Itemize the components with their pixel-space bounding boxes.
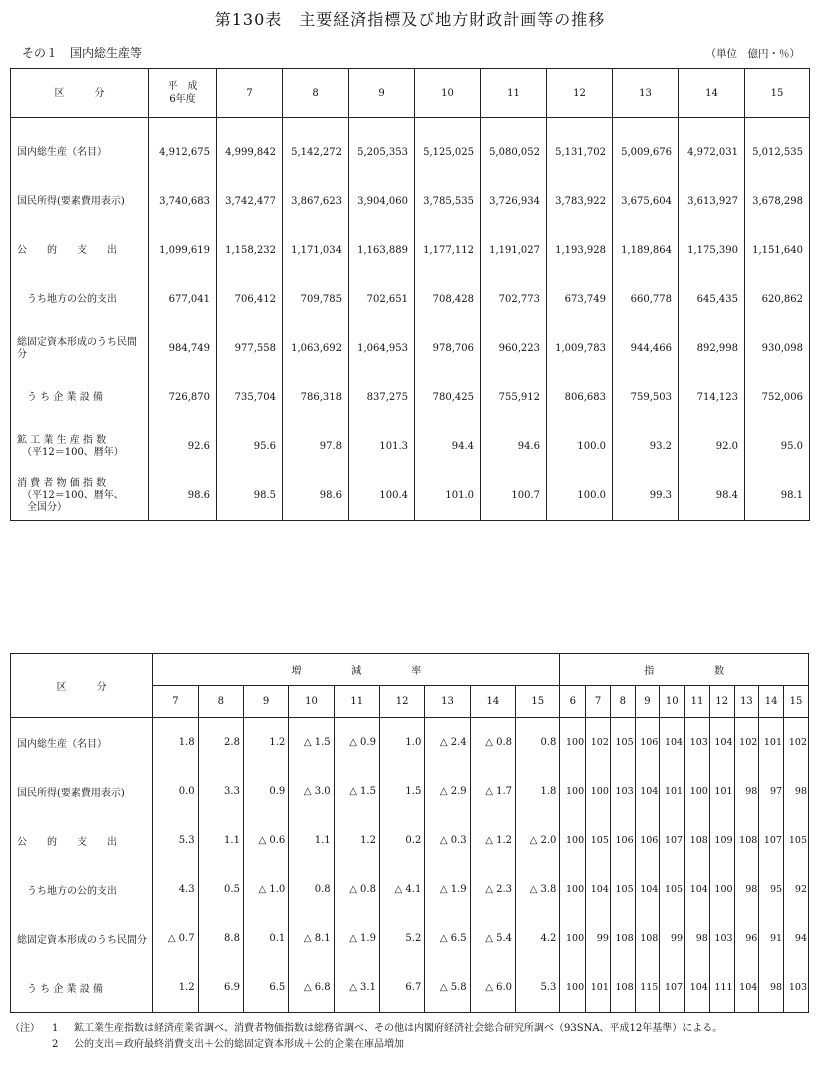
index-cell: 100 xyxy=(560,718,586,768)
rate-cell: 5.3 xyxy=(153,816,198,865)
index-cell: 98 xyxy=(734,865,759,914)
rate-cell: 4.3 xyxy=(153,865,198,914)
table-group-header-row xyxy=(11,654,809,686)
rate-cell: △ 1.5 xyxy=(334,767,379,816)
index-cell: 91 xyxy=(759,914,784,963)
header-index-year: 10 xyxy=(660,686,685,718)
rate-cell: △ 5.4 xyxy=(470,914,515,963)
rate-cell: △ 5.8 xyxy=(425,963,470,1013)
value-cell: 780,425 xyxy=(415,373,481,422)
value-cell: 1,189,864 xyxy=(613,226,679,275)
value-cell: 1,191,027 xyxy=(481,226,547,275)
rate-cell: △ 2.3 xyxy=(470,865,515,914)
header-rate-year: 10 xyxy=(289,686,334,718)
value-cell: 3,904,060 xyxy=(349,177,415,226)
header-group-index: 指 数 xyxy=(560,654,809,686)
growth-index-table xyxy=(10,653,809,1013)
header-year: 10 xyxy=(415,69,481,118)
note-text: 公的支出＝政府最終消費支出＋公的総固定資本形成＋公的企業在庫品増加 xyxy=(74,1039,404,1050)
row-label: 総固定資本形成のうち民間分 xyxy=(17,336,137,360)
value-cell: 708,428 xyxy=(415,275,481,324)
index-cell: 108 xyxy=(610,963,635,1013)
row-label: うち地方の公的支出 xyxy=(17,293,117,305)
rate-cell: △ 4.1 xyxy=(379,865,424,914)
index-cell: 102 xyxy=(586,718,611,768)
row-label: 鉱 工 業 生 産 指 数 （平12＝100、暦年） xyxy=(17,434,124,458)
row-label: う ち 企 業 設 備 xyxy=(17,984,103,995)
header-index-year: 15 xyxy=(784,686,809,718)
rate-cell: 1.0 xyxy=(379,718,424,768)
value-cell: 1,151,640 xyxy=(745,226,810,275)
rate-cell: △ 3.8 xyxy=(516,865,560,914)
table-row xyxy=(11,767,809,816)
index-cell: 107 xyxy=(660,816,685,865)
rate-cell: 3.3 xyxy=(198,767,243,816)
index-cell: 104 xyxy=(734,963,759,1013)
rate-cell: △ 1.9 xyxy=(334,914,379,963)
rate-cell: 0.9 xyxy=(243,767,288,816)
rate-cell: △ 0.6 xyxy=(243,816,288,865)
index-cell: 105 xyxy=(784,816,809,865)
rate-cell: △ 8.1 xyxy=(289,914,334,963)
rate-cell: 1.8 xyxy=(153,718,198,768)
value-cell: 4,999,842 xyxy=(217,118,283,178)
rate-cell: △ 2.0 xyxy=(516,816,560,865)
value-cell: 726,870 xyxy=(149,373,217,422)
rate-cell: △ 1.9 xyxy=(425,865,470,914)
index-cell: 107 xyxy=(660,963,685,1013)
header-index-year: 11 xyxy=(685,686,710,718)
rate-cell: △ 1.0 xyxy=(243,865,288,914)
index-cell: 106 xyxy=(635,718,660,768)
index-cell: 103 xyxy=(784,963,809,1013)
value-cell: 3,867,623 xyxy=(283,177,349,226)
header-index-year: 6 xyxy=(560,686,586,718)
index-cell: 102 xyxy=(734,718,759,768)
value-cell: 3,726,934 xyxy=(481,177,547,226)
value-cell: 100.0 xyxy=(547,422,613,471)
header-index-year: 12 xyxy=(709,686,734,718)
section-subtitle: その１ 国内総生産等 xyxy=(22,46,143,60)
rate-cell: 0.2 xyxy=(379,816,424,865)
index-cell: 104 xyxy=(709,718,734,768)
rate-cell: 5.2 xyxy=(379,914,424,963)
value-cell: 100.7 xyxy=(481,471,547,521)
notes-lead: （注） xyxy=(10,1023,40,1034)
header-rate-year: 14 xyxy=(470,686,515,718)
value-cell: 98.5 xyxy=(217,471,283,521)
unit-label: （単位 億円・％） xyxy=(705,48,800,60)
header-rate-year: 9 xyxy=(243,686,288,718)
index-cell: 100 xyxy=(709,865,734,914)
value-cell: 930,098 xyxy=(745,324,810,373)
header-year: 12 xyxy=(547,69,613,118)
index-cell: 105 xyxy=(610,865,635,914)
value-cell: 620,862 xyxy=(745,275,810,324)
value-cell: 1,099,619 xyxy=(149,226,217,275)
index-cell: 100 xyxy=(560,767,586,816)
value-cell: 5,131,702 xyxy=(547,118,613,178)
value-cell: 4,912,675 xyxy=(149,118,217,178)
value-cell: 98.1 xyxy=(745,471,810,521)
value-cell: 1,063,692 xyxy=(283,324,349,373)
header-index-year: 14 xyxy=(759,686,784,718)
header-year: 15 xyxy=(745,69,810,118)
value-cell: 786,318 xyxy=(283,373,349,422)
header-year: 8 xyxy=(283,69,349,118)
rate-cell: 6.7 xyxy=(379,963,424,1013)
index-cell: 103 xyxy=(610,767,635,816)
index-cell: 101 xyxy=(660,767,685,816)
index-cell: 99 xyxy=(586,914,611,963)
rate-cell: 0.1 xyxy=(243,914,288,963)
row-label: 国民所得(要素費用表示) xyxy=(17,788,125,799)
table-row xyxy=(11,118,810,178)
index-cell: 104 xyxy=(635,767,660,816)
rate-cell: △ 2.9 xyxy=(425,767,470,816)
header-category: 区 分 xyxy=(11,654,153,718)
value-cell: 5,142,272 xyxy=(283,118,349,178)
value-cell: 892,998 xyxy=(679,324,745,373)
rate-cell: 1.2 xyxy=(153,963,198,1013)
value-cell: 1,009,783 xyxy=(547,324,613,373)
value-cell: 5,205,353 xyxy=(349,118,415,178)
value-cell: 645,435 xyxy=(679,275,745,324)
header-index-year: 8 xyxy=(610,686,635,718)
rate-cell: 1.5 xyxy=(379,767,424,816)
index-cell: 106 xyxy=(635,816,660,865)
value-cell: 1,177,112 xyxy=(415,226,481,275)
value-cell: 5,080,052 xyxy=(481,118,547,178)
value-cell: 702,651 xyxy=(349,275,415,324)
index-cell: 101 xyxy=(586,963,611,1013)
value-cell: 1,158,232 xyxy=(217,226,283,275)
value-cell: 5,012,535 xyxy=(745,118,810,178)
value-cell: 3,678,298 xyxy=(745,177,810,226)
index-cell: 104 xyxy=(635,865,660,914)
value-cell: 1,193,928 xyxy=(547,226,613,275)
index-cell: 92 xyxy=(784,865,809,914)
value-cell: 5,125,025 xyxy=(415,118,481,178)
header-rate-year: 8 xyxy=(198,686,243,718)
value-cell: 93.2 xyxy=(613,422,679,471)
rate-cell: △ 6.8 xyxy=(289,963,334,1013)
value-cell: 99.3 xyxy=(613,471,679,521)
header-category: 区 分 xyxy=(11,69,149,118)
index-cell: 94 xyxy=(784,914,809,963)
rate-cell: 6.9 xyxy=(198,963,243,1013)
header-year: 11 xyxy=(481,69,547,118)
value-cell: 3,785,535 xyxy=(415,177,481,226)
index-cell: 111 xyxy=(709,963,734,1013)
value-cell: 3,740,683 xyxy=(149,177,217,226)
value-cell: 4,972,031 xyxy=(679,118,745,178)
rate-cell: 1.8 xyxy=(516,767,560,816)
row-label: う ち 企 業 設 備 xyxy=(17,391,103,403)
index-cell: 115 xyxy=(635,963,660,1013)
index-cell: 105 xyxy=(586,816,611,865)
index-cell: 108 xyxy=(734,816,759,865)
index-cell: 100 xyxy=(685,767,710,816)
value-cell: 735,704 xyxy=(217,373,283,422)
index-cell: 95 xyxy=(759,865,784,914)
value-cell: 1,171,034 xyxy=(283,226,349,275)
index-cell: 100 xyxy=(586,767,611,816)
header-year: 平 成 6年度 xyxy=(149,69,217,118)
table-row xyxy=(11,963,809,1013)
header-year: 13 xyxy=(613,69,679,118)
table-row xyxy=(11,275,810,324)
index-cell: 100 xyxy=(560,914,586,963)
value-cell: 94.6 xyxy=(481,422,547,471)
page-title: 第130表 主要経済指標及び地方財政計画等の推移 xyxy=(214,10,606,29)
index-cell: 98 xyxy=(734,767,759,816)
index-cell: 100 xyxy=(560,865,586,914)
value-cell: 984,749 xyxy=(149,324,217,373)
note-number: 2 xyxy=(52,1039,59,1050)
rate-cell: 8.8 xyxy=(198,914,243,963)
value-cell: 92.6 xyxy=(149,422,217,471)
value-cell: 101.3 xyxy=(349,422,415,471)
value-cell: 97.8 xyxy=(283,422,349,471)
row-label: うち地方の公的支出 xyxy=(17,886,117,897)
value-cell: 752,006 xyxy=(745,373,810,422)
value-cell: 100.0 xyxy=(547,471,613,521)
table-row xyxy=(11,324,810,373)
value-cell: 977,558 xyxy=(217,324,283,373)
header-index-year: 9 xyxy=(635,686,660,718)
value-cell: 1,175,390 xyxy=(679,226,745,275)
header-group-rate: 増 減 率 xyxy=(153,654,560,686)
row-label: 国内総生産（名目） xyxy=(17,146,107,158)
rate-cell: △ 3.0 xyxy=(289,767,334,816)
value-cell: 978,706 xyxy=(415,324,481,373)
value-cell: 806,683 xyxy=(547,373,613,422)
index-cell: 105 xyxy=(660,865,685,914)
value-cell: 755,912 xyxy=(481,373,547,422)
index-cell: 106 xyxy=(610,816,635,865)
row-label: 総固定資本形成のうち民間分 xyxy=(17,935,147,946)
index-cell: 107 xyxy=(759,816,784,865)
index-cell: 100 xyxy=(560,963,586,1013)
table-row xyxy=(11,422,810,471)
note-number: 1 xyxy=(52,1023,59,1034)
value-cell: 837,275 xyxy=(349,373,415,422)
row-label: 公 的 支 出 xyxy=(17,837,117,848)
rate-cell: △ 0.8 xyxy=(470,718,515,768)
header-rate-year: 11 xyxy=(334,686,379,718)
table-row xyxy=(11,865,809,914)
value-cell: 3,675,604 xyxy=(613,177,679,226)
header-index-year: 7 xyxy=(586,686,611,718)
note-item xyxy=(10,1021,810,1037)
value-cell: 3,613,927 xyxy=(679,177,745,226)
value-cell: 94.4 xyxy=(415,422,481,471)
value-cell: 709,785 xyxy=(283,275,349,324)
row-label: 国民所得(要素費用表示) xyxy=(17,195,125,207)
header-rate-year: 7 xyxy=(153,686,198,718)
index-cell: 104 xyxy=(660,718,685,768)
index-cell: 103 xyxy=(709,914,734,963)
rate-cell: △ 1.2 xyxy=(470,816,515,865)
table-row xyxy=(11,914,809,963)
note-item xyxy=(10,1037,810,1053)
index-cell: 104 xyxy=(586,865,611,914)
table-row xyxy=(11,177,810,226)
value-cell: 759,503 xyxy=(613,373,679,422)
rate-cell: △ 6.0 xyxy=(470,963,515,1013)
index-cell: 99 xyxy=(660,914,685,963)
value-cell: 1,163,889 xyxy=(349,226,415,275)
value-cell: 5,009,676 xyxy=(613,118,679,178)
index-cell: 96 xyxy=(734,914,759,963)
value-cell: 660,778 xyxy=(613,275,679,324)
value-cell: 95.6 xyxy=(217,422,283,471)
value-cell: 960,223 xyxy=(481,324,547,373)
index-cell: 102 xyxy=(784,718,809,768)
table-row xyxy=(11,718,809,768)
index-cell: 104 xyxy=(685,865,710,914)
index-cell: 103 xyxy=(685,718,710,768)
index-cell: 108 xyxy=(635,914,660,963)
notes xyxy=(10,1021,810,1053)
header-year: 14 xyxy=(679,69,745,118)
value-cell: 702,773 xyxy=(481,275,547,324)
rate-cell: 0.8 xyxy=(516,718,560,768)
rate-cell: 2.8 xyxy=(198,718,243,768)
index-cell: 98 xyxy=(784,767,809,816)
index-cell: 97 xyxy=(759,767,784,816)
value-cell: 92.0 xyxy=(679,422,745,471)
index-cell: 101 xyxy=(709,767,734,816)
value-cell: 1,064,953 xyxy=(349,324,415,373)
value-cell: 714,123 xyxy=(679,373,745,422)
row-label: 国内総生産（名目） xyxy=(17,739,107,750)
header-year: 7 xyxy=(217,69,283,118)
table-header-row xyxy=(11,69,810,118)
index-cell: 104 xyxy=(685,963,710,1013)
rate-cell: 6.5 xyxy=(243,963,288,1013)
value-cell: 706,412 xyxy=(217,275,283,324)
value-cell: 673,749 xyxy=(547,275,613,324)
rate-cell: 0.8 xyxy=(289,865,334,914)
value-cell: 3,742,477 xyxy=(217,177,283,226)
rate-cell: △ 2.4 xyxy=(425,718,470,768)
rate-cell: 0.5 xyxy=(198,865,243,914)
value-cell: 101.0 xyxy=(415,471,481,521)
value-cell: 98.6 xyxy=(283,471,349,521)
note-text: 鉱工業生産指数は経済産業省調べ、消費者物価指数は総務省調べ、その他は内閣府経済社会総合研究所調べ（93SNA、平成12年基準）による。 xyxy=(74,1023,723,1034)
index-cell: 101 xyxy=(759,718,784,768)
index-cell: 100 xyxy=(560,816,586,865)
rate-cell: △ 0.7 xyxy=(153,914,198,963)
value-cell: 98.6 xyxy=(149,471,217,521)
header-index-year: 13 xyxy=(734,686,759,718)
header-year: 9 xyxy=(349,69,415,118)
value-cell: 95.0 xyxy=(745,422,810,471)
rate-cell: 5.3 xyxy=(516,963,560,1013)
value-cell: 944,466 xyxy=(613,324,679,373)
rate-cell: 1.1 xyxy=(198,816,243,865)
rate-cell: 1.2 xyxy=(334,816,379,865)
rate-cell: △ 3.1 xyxy=(334,963,379,1013)
rate-cell: 1.1 xyxy=(289,816,334,865)
table-row xyxy=(11,373,810,422)
rate-cell: △ 0.3 xyxy=(425,816,470,865)
value-cell: 100.4 xyxy=(349,471,415,521)
rate-cell: △ 1.5 xyxy=(289,718,334,768)
table-row xyxy=(11,471,810,521)
gdp-table xyxy=(10,68,810,521)
index-cell: 108 xyxy=(610,914,635,963)
header-rate-year: 12 xyxy=(379,686,424,718)
table-row xyxy=(11,226,810,275)
value-cell: 3,783,922 xyxy=(547,177,613,226)
rate-cell: △ 0.9 xyxy=(334,718,379,768)
header-rate-year: 13 xyxy=(425,686,470,718)
rate-cell: △ 0.8 xyxy=(334,865,379,914)
value-cell: 677,041 xyxy=(149,275,217,324)
table-row xyxy=(11,816,809,865)
row-label: 消 費 者 物 価 指 数 （平12＝100、暦年、 全国分） xyxy=(17,477,124,513)
header-rate-year: 15 xyxy=(516,686,560,718)
rate-cell: △ 6.5 xyxy=(425,914,470,963)
index-cell: 105 xyxy=(610,718,635,768)
rate-cell: △ 1.7 xyxy=(470,767,515,816)
index-cell: 98 xyxy=(685,914,710,963)
value-cell: 98.4 xyxy=(679,471,745,521)
index-cell: 109 xyxy=(709,816,734,865)
rate-cell: 4.2 xyxy=(516,914,560,963)
rate-cell: 1.2 xyxy=(243,718,288,768)
index-cell: 98 xyxy=(759,963,784,1013)
index-cell: 108 xyxy=(685,816,710,865)
rate-cell: 0.0 xyxy=(153,767,198,816)
row-label: 公 的 支 出 xyxy=(17,244,117,256)
